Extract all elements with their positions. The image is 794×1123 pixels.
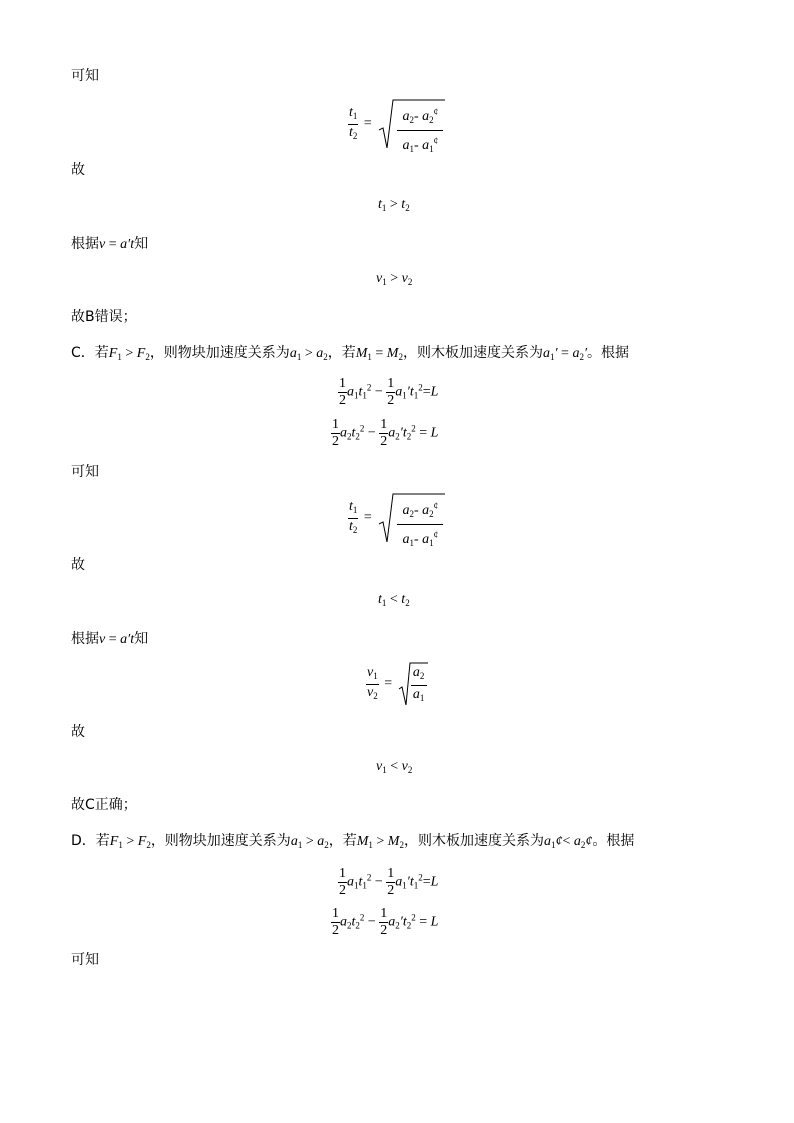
text-genju-v-2: 根据v = a′t知 (71, 631, 149, 647)
c-equation-2: $\frac{1}{2}$ $a_2t_2^2$ − $\frac{1}{2}$ $a_2't_2^2 = L$ (332, 417, 439, 449)
ratio-t-equation-1: $\frac{t_1}{t_2}$ = $a_2-$ $a_2^¢$ $a_1-$ $a_1^¢$ (348, 98, 445, 150)
text-ke-zhi-1: 可知 (71, 68, 99, 84)
c-equation-1: $\frac{1}{2}$ $a_1t_1^2$ − $\frac{1}{2}$ $a_1't_1^2=L$ (339, 376, 439, 408)
text-ke-zhi-3: 可知 (71, 952, 99, 968)
text-option-c: C．若$F_1 > F_2$，则物块加速度关系为$a_1 > a_2$，若$M_1 = M_2$，则木板加速度关系为$a_1' = a_2'$。根据 (71, 345, 629, 362)
text-gu-2: 故 (71, 557, 85, 573)
d-equation-1: $\frac{1}{2}$ $a_1t_1^2$ − $\frac{1}{2}$ $a_1't_1^2=L$ (339, 866, 439, 898)
t1-gt-t2: $t_1 > t_2$ (378, 197, 410, 213)
text-ke-zhi-2: 可知 (71, 464, 99, 480)
text-gu-1: 故 (71, 162, 85, 178)
text-b-wrong: 故B错误； (71, 309, 137, 325)
v1-lt-v2: $v_1 < v_2$ (376, 759, 413, 775)
t1-lt-t2: $t_1 < t_2$ (378, 592, 410, 608)
text-c-right: 故C正确； (71, 797, 137, 813)
v1-gt-v2: $v_1 > v_2$ (376, 271, 413, 287)
ratio-v-equation: $\frac{v_1}{v_2}$ = $a_2$ $a_1$ (366, 661, 428, 707)
d-equation-2: $\frac{1}{2}$ $a_2t_2^2$ − $\frac{1}{2}$ $a_2't_2^2 = L$ (332, 906, 439, 938)
text-option-d: D．若$F_1 > F_2$，则物块加速度关系为$a_1 > a_2$，若$M_1 > M_2$，则木板加速度关系为$a_1¢<$ $a_2¢$。根据 (71, 833, 635, 850)
text-gu-3: 故 (71, 724, 85, 740)
ratio-t-equation-2: $\frac{t_1}{t_2}$ = $a_2-$ $a_2^¢$ $a_1-$ $a_1^¢$ (348, 492, 445, 544)
text-genju-v-1: 根据v = a′t知 (71, 236, 149, 252)
